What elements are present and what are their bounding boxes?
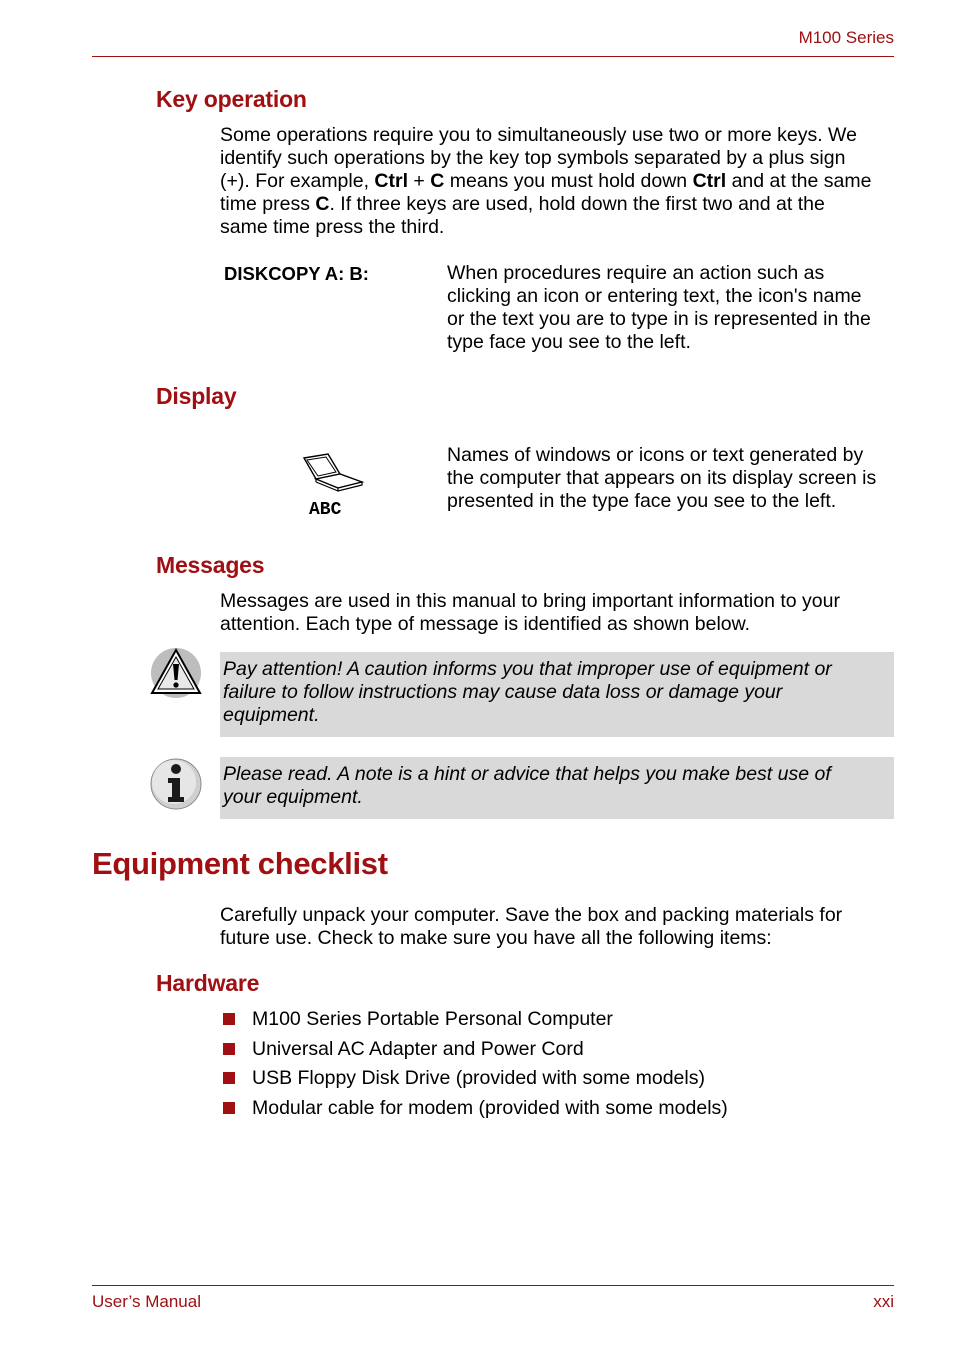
list-item: M100 Series Portable Personal Computer: [252, 1008, 613, 1030]
caution-message: Pay attention! A caution informs you that improper use of equipment or failure to follow instructions may cause data loss or damage your equipment.: [220, 652, 894, 737]
list-item: USB Floppy Disk Drive (provided with some models): [252, 1067, 705, 1089]
key-ctrl: Ctrl: [374, 170, 409, 192]
display-heading: Display: [156, 383, 237, 409]
text-line: Some operations require you to simultaneously use two or more keys. We: [220, 124, 857, 146]
equipment-checklist-heading: Equipment checklist: [92, 846, 388, 881]
note-message: Please read. A note is a hint or advice that helps you make best use of your equipment.: [220, 757, 894, 819]
text-line: (+). For example, Ctrl + C means you must hold down Ctrl and at the same: [220, 170, 872, 192]
key-operation-heading: Key operation: [156, 86, 307, 112]
list-item: Modular cable for modem (provided with some models): [252, 1097, 728, 1119]
bullet-icon: [223, 1043, 235, 1055]
key-c: C: [315, 193, 330, 215]
header-rule: [92, 56, 894, 57]
bullet-icon: [223, 1072, 235, 1084]
checklist-paragraph: Carefully unpack your computer. Save the box and packing materials for future use. Check to make sure you have all the following items:: [220, 904, 843, 949]
display-font-sample: ABC: [309, 500, 342, 520]
footer-title: User’s Manual: [92, 1292, 201, 1311]
list-item: Universal AC Adapter and Power Cord: [252, 1038, 584, 1060]
bullet-icon: [223, 1102, 235, 1114]
page-number: xxi: [873, 1292, 894, 1311]
running-header: M100 Series: [798, 28, 894, 47]
hardware-heading: Hardware: [156, 970, 260, 996]
bullet-icon: [223, 1013, 235, 1025]
text-line: identify such operations by the key top symbols separated by a plus sign: [220, 147, 846, 169]
caution-icon: [149, 646, 203, 700]
display-description: Names of windows or icons or text generated by the computer that appears on its display screen is presented in the type face you see to the left.: [447, 444, 877, 512]
key-ctrl: Ctrl: [692, 170, 727, 192]
key-c: C: [430, 170, 445, 192]
text-line: time press C. If three keys are used, hold down the first two and at the: [220, 193, 825, 215]
laptop-icon: [300, 452, 366, 496]
messages-heading: Messages: [156, 552, 265, 578]
diskcopy-term: DISKCOPY A: B:: [224, 263, 369, 284]
key-operation-paragraph: [220, 124, 900, 239]
messages-paragraph: Messages are used in this manual to bring important information to your attention. Each type of message is identified as shown below.: [220, 590, 840, 635]
diskcopy-description: When procedures require an action such as clicking an icon or entering text, the icon's name or the text you are to type in is represented in the type face you see to the left.: [447, 262, 871, 353]
text-line: same time press the third.: [220, 216, 445, 238]
info-icon: [149, 757, 203, 811]
footer-rule: [92, 1285, 894, 1286]
